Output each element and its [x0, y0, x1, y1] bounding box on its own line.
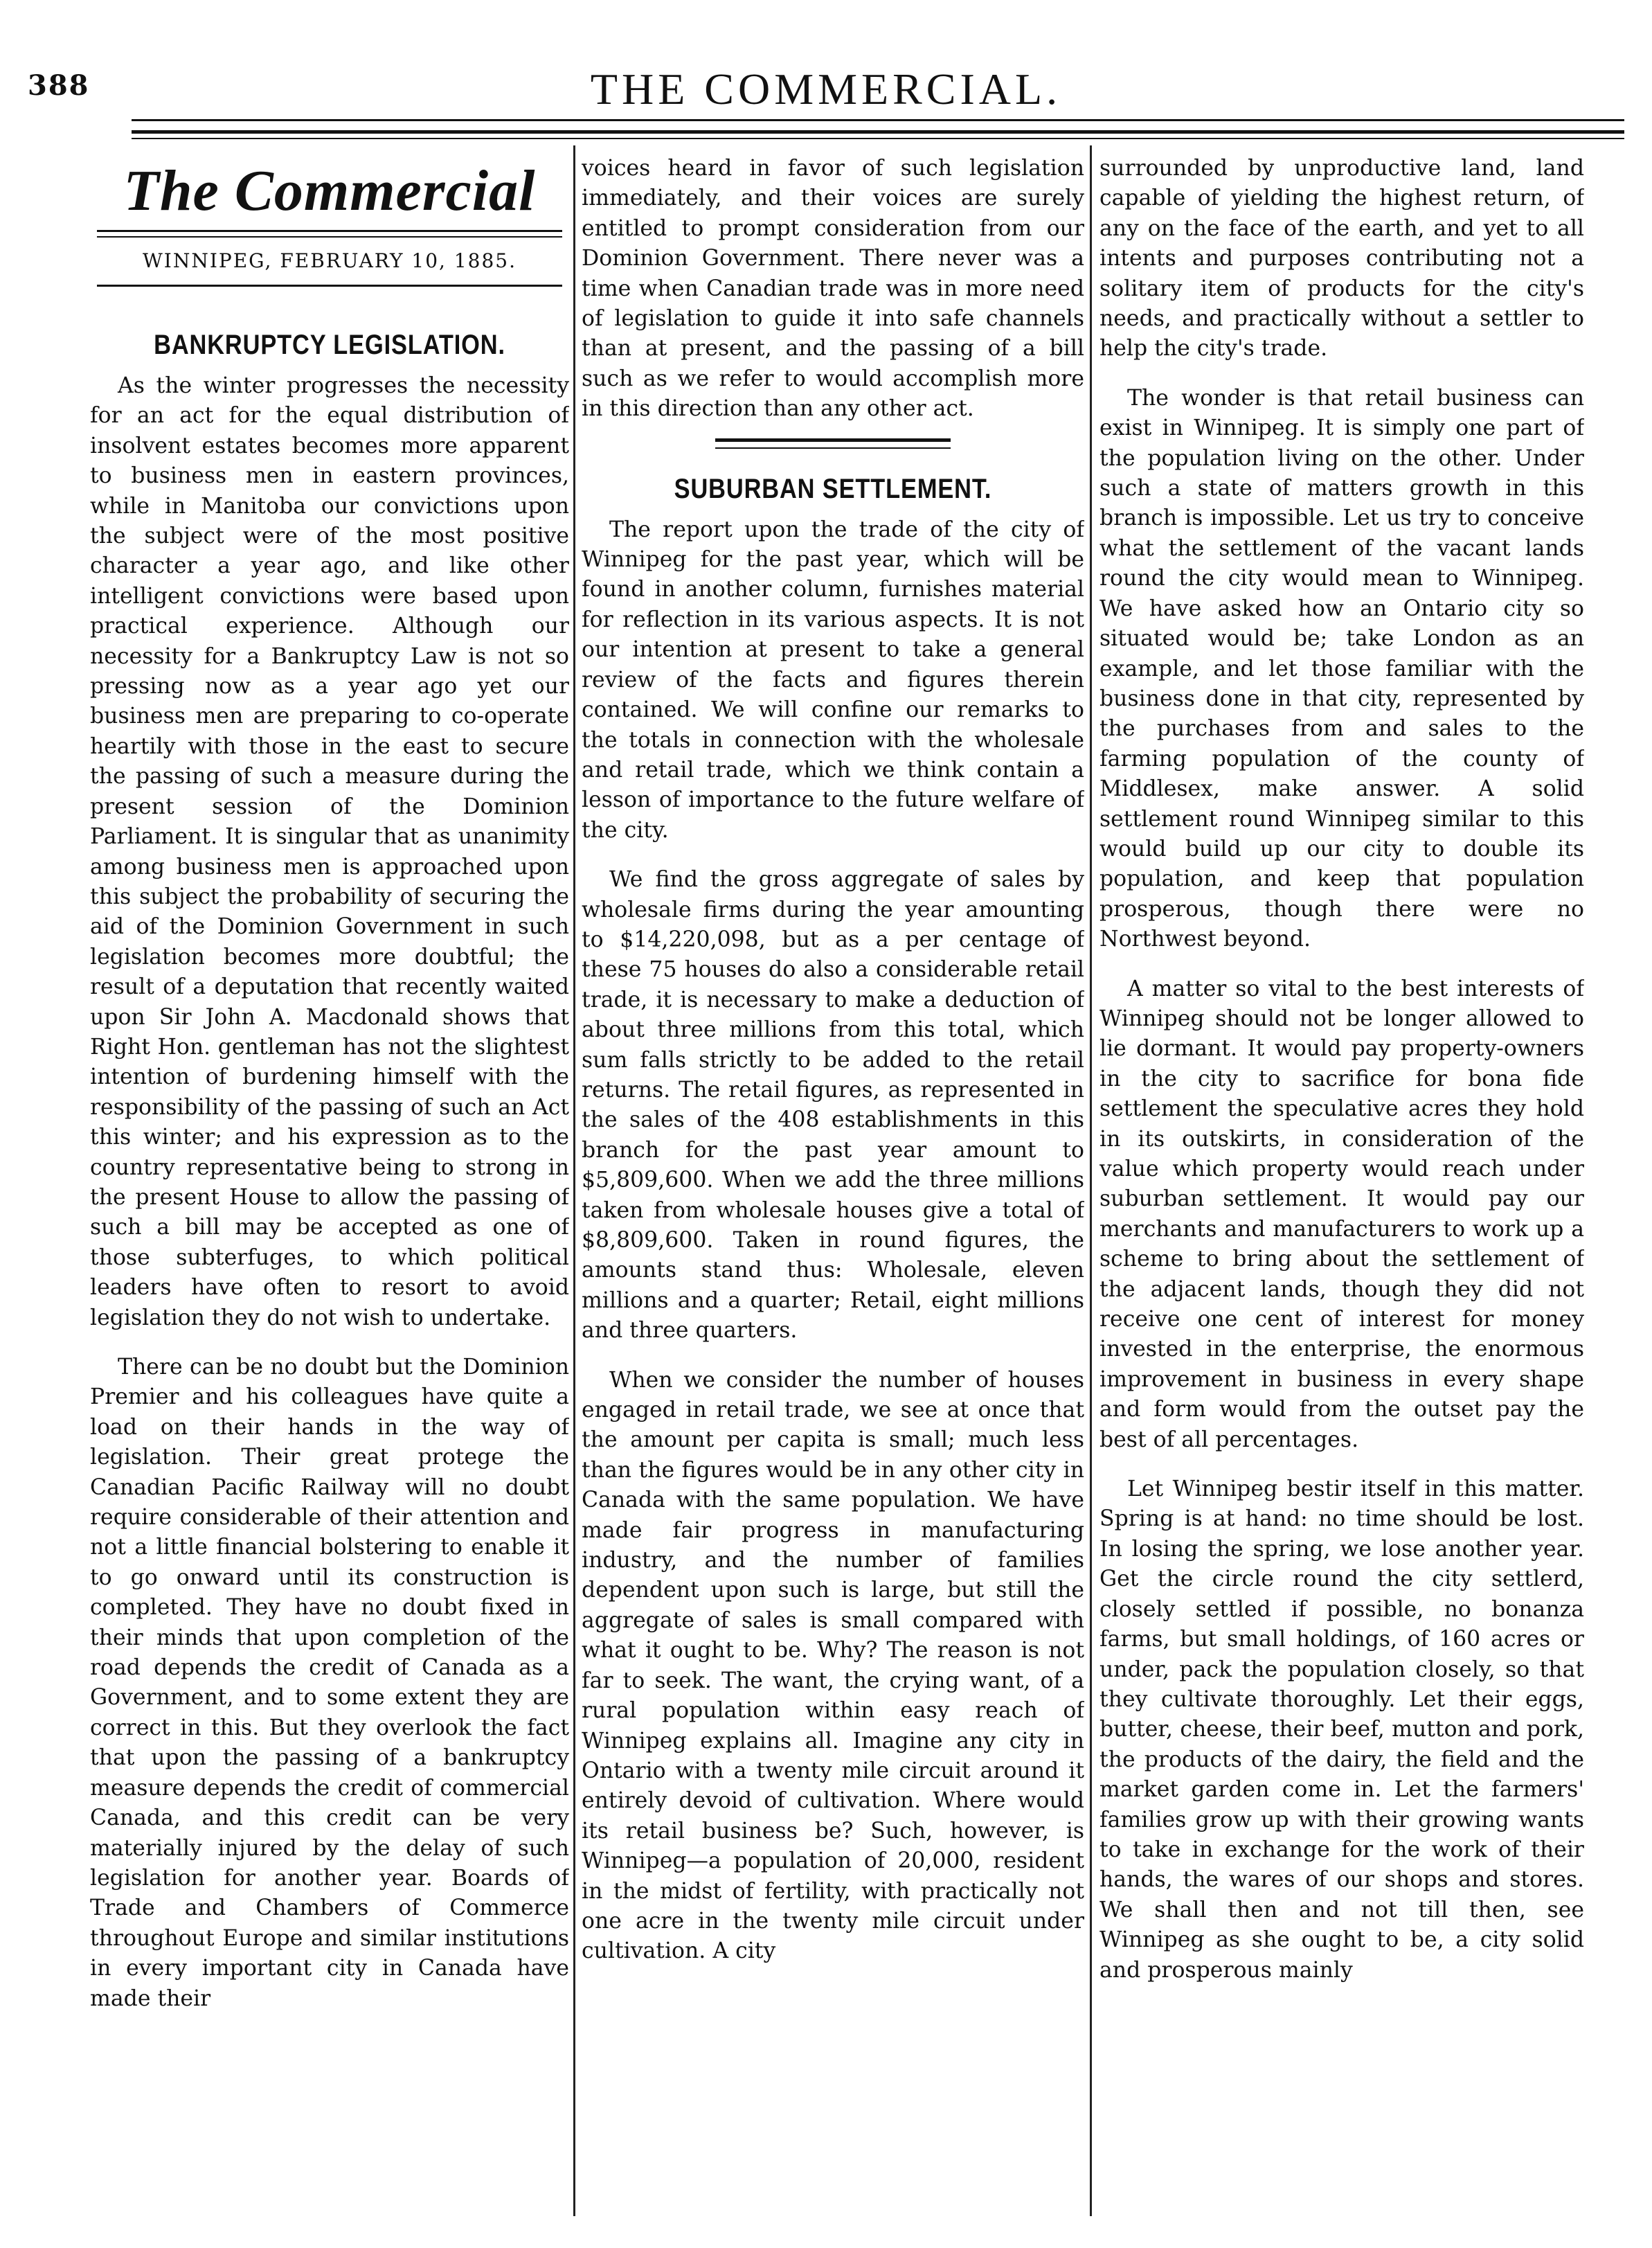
column-rule [573, 145, 575, 2216]
article-paragraph: As the winter progresses the necessity for an act for the equal distribution of insolvent estates becomes more apparent to business men in eastern provinces, while in Manitoba our convictions upon the subject were of the most positive character a year ago, and like other intelligent convictions were based upon practical experience. Although our necessity for a Bankruptcy Law is not so pressing now as a year ago yet our business men are preparing to co-operate heartily with those in the east to secure the passing of such a measure during the present session of the Dominion Parliament. It is singular that as unanimity among business men is approached upon this subject the probability of securing the aid of the Dominion Government in such legislation becomes more doubtful; the result of a deputation that recently waited upon Sir John A. Macdonald shows that Right Hon. gentleman has not the slightest intention of burdening himself with the responsibility of the passing of such an Act this winter; and his expression as to the country representative being to strong in the present House to allow the passing of such a bill may be accepted as one of those subterfuges, to which political leaders have often to resort to avoid legislation they do not wish to undertake. [90, 373, 569, 1330]
column-2 [582, 154, 1084, 2242]
article-separator [715, 438, 951, 449]
column-1 [90, 154, 569, 2242]
article-paragraph: The wonder is that retail business can exist in Winnipeg. It is simply one part of the population living on the other. Under such a state of matters growth in this branch is impossible. Let us try to conceive what the settlement of the vacant lands round the city would mean to Winnipeg. We have asked how an Ontario city so situated would be; take London as an example, and let those familiar with the business done in that city, represented by the purchases from and sales to the farming population of the county of Middlesex, make answer. A solid settlement round Winnipeg similar to this would build up our city to double its population, and keep that population prosperous, though there were no Northwest beyond. [1099, 385, 1584, 952]
masthead-double-rule [97, 230, 562, 238]
article-paragraph: When we consider the number of houses engaged in retail trade, we see at once that the amount per capita is small; much less than the figures would be in any other city in Canada with the same population. We have made fair progress in manufacturing industry, and the number of families dependent upon such is large, but still the aggregate of sales is small compared with what it ought to be. Why? The reason is not far to seek. The want, the crying want, of a rural population within easy reach of Winnipeg explains all. Imagine any city in Ontario with a twenty mile circuit around it entirely devoid of cultivation. Where would its retail business be? Such, however, is Winnipeg—a population of 20,000, resident in the midst of fertility, with practically not one acre in the twenty mile circuit under cultivation. A city [582, 1367, 1084, 1964]
masthead: The Commercial [123, 159, 536, 223]
article-paragraph: The report upon the trade of the city of Winnipeg for the past year, which will be found in another column, furnishes material for reflection in its various aspects. It is not our intention at present to take a general review of the facts and figures therein contained. We will confine our remarks to the totals in connection with the wholesale and retail trade, which we think contain a lesson of importance to the future welfare of the city. [582, 517, 1084, 843]
dateline-rule [97, 285, 562, 287]
dateline: WINNIPEG, FEBRUARY 10, 1885. [142, 249, 517, 272]
header-double-rule [132, 130, 1624, 139]
running-title: THE COMMERCIAL. [590, 64, 1062, 114]
column-rule [1090, 145, 1092, 2216]
article-paragraph: There can be no doubt but the Dominion Premier and his colleagues have quite a load on their hands in the way of legislation. Their great protege the Canadian Pacific Railway will no doubt require considerable of their attention and not a little financial bolstering to enable it to go onward until its construction is completed. They have no doubt fixed in their minds that upon completion of the road depends the credit of Canada as a Government, and to some extent they are correct in this. But they overlook the fact that upon the passing of a bankruptcy measure depends the credit of commercial Canada, and this credit can be very materially injured by the delay of such legislation for another year. Boards of Trade and Chambers of Commerce throughout Europe and similar institutions in every important city in Canada have made their [90, 1355, 569, 2011]
article-heading: SUBURBAN SETTLEMENT. [674, 473, 992, 504]
page-number: 388 [28, 69, 90, 102]
article-paragraph: A matter so vital to the best interests of Winnipeg should not be longer allowed to lie dormant. It would pay property-owners in the city to sacrifice for bona fide settlement the speculative acres they hold in its outskirts, in consideration of the value which property would reach under suburban settlement. It would pay our merchants and manufacturers to work up a scheme to bring about the settlement of the adjacent lands, though they did not receive one cent of interest for money invested in the enterprise, the enormous improvement in business in every shape and form would from the outset pay the best of all percentages. [1099, 976, 1584, 1452]
article-paragraph-continued: surrounded by unproductive land, land capable of yielding the highest return, of any on the face of the earth, and yet to all intents and purposes contributing not a solitary item of products for the city's needs, and practically without a settler to help the city's trade. [1099, 156, 1584, 362]
article-paragraph: We find the gross aggregate of sales by wholesale firms during the year amounting to $14,220,098, but as a per centage of these 75 houses do also a considerable retail trade, it is necessary to make a deduction of about three millions from this total, which sum falls strictly to be added to the retail returns. The retail figures, as represented in the sales of the 408 establishments in this branch for the past year amount to $5,809,600. When we add the three millions taken from wholesale houses give a total of $8,809,600. Taken in round figures, the amounts stand thus: Wholesale, eleven millions and a quarter; Retail, eight millions and three quarters. [582, 867, 1084, 1344]
article-paragraph-continued: voices heard in favor of such legislation immediately, and their voices are surely entitled to prompt consideration from our Dominion Government. There never was a time when Canadian trade was in more need of legislation to guide it into safe channels than at present, and the passing of a bill such as we refer to would accomplish more in this direction than any other act. [582, 156, 1084, 422]
article-heading: BANKRUPTCY LEGISLATION. [154, 330, 505, 360]
column-3 [1099, 154, 1584, 2242]
article-paragraph: Let Winnipeg bestir itself in this matter. Spring is at hand: no time should be lost. In losing the spring, we lose another year. Get the circle round the city settlerd, closely settled if possible, no bonanza farms, but small holdings, of 160 acres or under, pack the population closely, so that they cultivate thoroughly. Let their eggs, butter, cheese, their beef, mutton and pork, the products of the dairy, the field and the market garden come in. Let the farmers' families grow up with their growing wants to take in exchange for the work of their hands, the wares of our shops and stores. We shall then and not till then, see Winnipeg as she ought to be, a city solid and prosperous mainly [1099, 1477, 1584, 1983]
header-rule [132, 119, 1624, 121]
running-header [28, 64, 1624, 119]
